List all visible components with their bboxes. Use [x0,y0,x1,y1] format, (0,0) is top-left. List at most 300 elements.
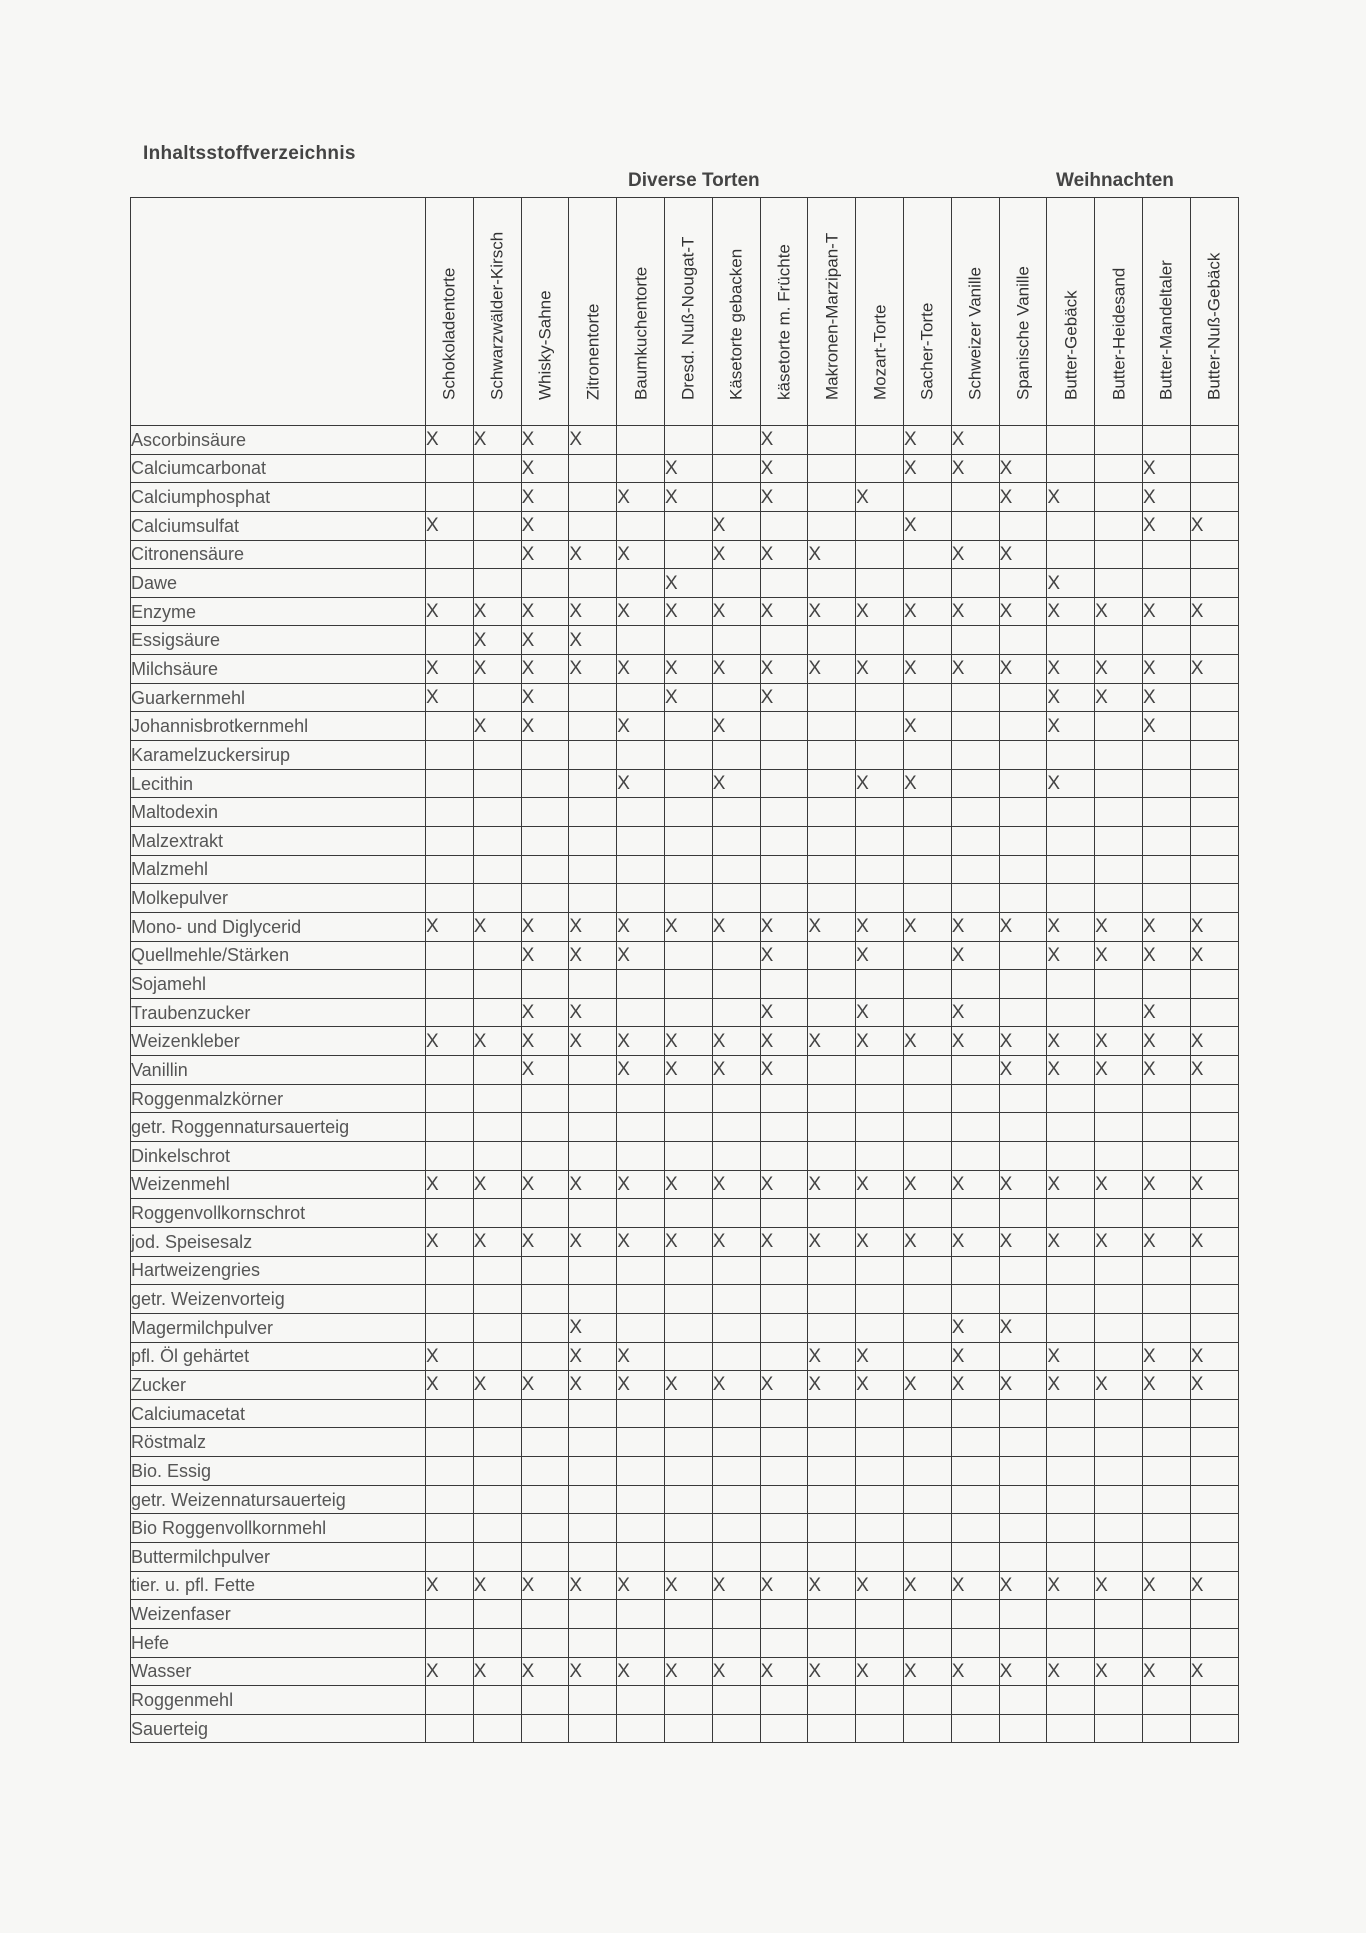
ingredient-mark-cell: X [569,597,617,626]
ingredient-mark-cell: X [473,597,521,626]
ingredient-mark-cell [473,1056,521,1085]
ingredient-mark-cell [1095,970,1143,999]
ingredient-mark-cell: X [760,998,808,1027]
ingredient-mark-cell: X [1190,655,1238,684]
ingredient-mark-cell: X [951,1371,999,1400]
ingredient-mark-cell [617,1113,665,1142]
ingredient-mark-cell [521,1084,569,1113]
ingredient-mark-cell [569,1485,617,1514]
ingredient-mark-cell: X [712,712,760,741]
ingredient-mark-cell [1095,1342,1143,1371]
ingredient-mark-cell: X [617,1657,665,1686]
ingredient-mark-cell [1095,569,1143,598]
ingredient-mark-cell [569,712,617,741]
ingredient-mark-cell [426,769,474,798]
ingredient-mark-cell [521,1342,569,1371]
ingredient-name: getr. Weizenvorteig [131,1285,426,1314]
ingredient-mark-cell [1142,1199,1190,1228]
table-row [131,1113,1239,1142]
ingredient-mark-cell: X [521,540,569,569]
ingredient-name: Dawe [131,569,426,598]
table-row [131,826,1239,855]
ingredient-mark-cell: X [1190,912,1238,941]
ingredient-mark-cell: X [1047,1342,1095,1371]
ingredient-mark-cell [903,1485,951,1514]
ingredient-name: Citronensäure [131,540,426,569]
ingredient-mark-cell: X [664,683,712,712]
ingredient-name: Calciumphosphat [131,483,426,512]
ingredient-mark-cell: X [712,1056,760,1085]
ingredient-mark-cell: X [951,1027,999,1056]
ingredient-mark-cell: X [999,1227,1047,1256]
ingredient-mark-cell [951,1399,999,1428]
ingredient-mark-cell [426,1285,474,1314]
ingredient-mark-cell [1095,511,1143,540]
table-row [131,884,1239,913]
ingredient-mark-cell [760,1342,808,1371]
ingredient-mark-cell: X [426,426,474,455]
ingredient-mark-cell [664,426,712,455]
ingredient-mark-cell [1047,855,1095,884]
ingredient-mark-cell [664,1285,712,1314]
product-header [1142,198,1190,426]
ingredient-mark-cell [1142,769,1190,798]
ingredient-mark-cell [521,1600,569,1629]
ingredient-mark-cell: X [999,597,1047,626]
ingredient-mark-cell: X [426,1342,474,1371]
ingredient-mark-cell [426,1600,474,1629]
ingredient-mark-cell [1095,1256,1143,1285]
ingredient-mark-cell [760,712,808,741]
ingredient-mark-cell: X [1095,655,1143,684]
ingredient-mark-cell [1142,1084,1190,1113]
ingredient-mark-cell [808,1686,856,1715]
ingredient-mark-cell [1095,998,1143,1027]
ingredient-mark-cell [426,1714,474,1743]
ingredient-mark-cell: X [903,912,951,941]
ingredient-mark-cell [426,941,474,970]
ingredient-mark-cell [617,741,665,770]
table-row [131,1285,1239,1314]
ingredient-mark-cell [426,540,474,569]
ingredient-mark-cell [999,1428,1047,1457]
ingredient-mark-cell: X [569,626,617,655]
ingredient-mark-cell: X [1095,1170,1143,1199]
ingredient-name: Weizenmehl [131,1170,426,1199]
ingredient-name: Sojamehl [131,970,426,999]
ingredient-mark-cell [712,741,760,770]
ingredient-mark-cell: X [426,597,474,626]
ingredient-mark-cell [569,1199,617,1228]
ingredient-mark-cell: X [664,597,712,626]
ingredient-mark-cell: X [1095,1227,1143,1256]
product-header [473,198,521,426]
ingredient-name: Malzmehl [131,855,426,884]
ingredient-name: Buttermilchpulver [131,1542,426,1571]
ingredient-name: Bio. Essig [131,1457,426,1486]
ingredient-mark-cell: X [617,597,665,626]
ingredient-mark-cell [1190,1142,1238,1171]
ingredient-mark-cell: X [808,597,856,626]
ingredient-mark-cell [664,1113,712,1142]
ingredient-mark-cell [808,1485,856,1514]
ingredient-mark-cell [569,1056,617,1085]
ingredient-mark-cell: X [1142,1027,1190,1056]
ingredient-mark-cell [426,1199,474,1228]
table-row [131,626,1239,655]
ingredient-mark-cell: X [951,540,999,569]
ingredient-mark-cell [856,540,904,569]
ingredient-mark-cell: X [426,912,474,941]
ingredient-mark-cell: X [999,1571,1047,1600]
table-row [131,798,1239,827]
ingredient-mark-cell: X [999,1371,1047,1400]
product-name: Butter-Nuß-Gebäck [1204,252,1224,400]
ingredient-mark-cell [712,1084,760,1113]
ingredient-mark-cell [1047,1313,1095,1342]
product-header [664,198,712,426]
ingredient-mark-cell [903,998,951,1027]
ingredient-mark-cell [617,1485,665,1514]
group-label-weihnachten: Weihnachten [1056,170,1174,191]
ingredient-mark-cell [1047,826,1095,855]
ingredient-mark-cell [760,1514,808,1543]
ingredient-mark-cell [473,769,521,798]
ingredient-mark-cell [664,1342,712,1371]
ingredient-mark-cell: X [903,1170,951,1199]
ingredient-mark-cell: X [760,1657,808,1686]
ingredient-mark-cell [1047,1485,1095,1514]
product-name: Whisky-Sahne [535,290,555,400]
ingredient-mark-cell [1095,1199,1143,1228]
ingredient-mark-cell [569,1514,617,1543]
ingredient-mark-cell [1190,998,1238,1027]
ingredient-mark-cell [1190,1399,1238,1428]
product-name: Käsetorte gebacken [726,248,746,400]
ingredient-name: getr. Weizennatursauerteig [131,1485,426,1514]
ingredient-mark-cell [951,511,999,540]
ingredient-mark-cell: X [760,454,808,483]
ingredient-mark-cell [760,769,808,798]
ingredient-mark-cell [951,1542,999,1571]
ingredient-mark-cell: X [951,998,999,1027]
table-row [131,1628,1239,1657]
ingredient-mark-cell [999,683,1047,712]
ingredient-mark-cell [521,798,569,827]
ingredient-mark-cell [1095,1542,1143,1571]
ingredient-mark-cell [473,1113,521,1142]
ingredient-mark-cell [856,826,904,855]
table-row [131,855,1239,884]
ingredient-mark-cell [1047,454,1095,483]
ingredient-mark-cell [712,1514,760,1543]
ingredient-mark-cell: X [1047,1227,1095,1256]
product-header-row [131,198,1239,426]
ingredient-mark-cell: X [521,1027,569,1056]
product-header [426,198,474,426]
ingredient-mark-cell [1142,540,1190,569]
ingredient-mark-cell [856,511,904,540]
ingredient-mark-cell [808,769,856,798]
ingredient-mark-cell [760,798,808,827]
ingredient-mark-cell [712,1342,760,1371]
ingredient-mark-cell [426,741,474,770]
ingredient-mark-cell [856,1313,904,1342]
ingredient-mark-cell [617,1313,665,1342]
ingredient-mark-cell: X [569,998,617,1027]
ingredient-mark-cell [951,769,999,798]
ingredient-mark-cell [664,1142,712,1171]
ingredient-mark-cell [569,483,617,512]
ingredient-mark-cell: X [1142,1170,1190,1199]
ingredient-mark-cell [521,826,569,855]
ingredient-mark-cell: X [903,1657,951,1686]
ingredient-mark-cell [999,855,1047,884]
ingredient-mark-cell [617,1399,665,1428]
ingredient-mark-cell [426,1542,474,1571]
ingredient-mark-cell [426,1485,474,1514]
ingredient-mark-cell: X [760,683,808,712]
ingredient-mark-cell [521,1628,569,1657]
ingredient-mark-cell [951,483,999,512]
ingredient-mark-cell [903,855,951,884]
ingredient-mark-cell [521,1457,569,1486]
ingredient-mark-cell [521,1399,569,1428]
ingredient-mark-cell [856,1113,904,1142]
ingredient-mark-cell: X [951,454,999,483]
ingredient-mark-cell: X [856,597,904,626]
ingredient-mark-cell: X [903,1227,951,1256]
header-corner-cell [131,198,426,426]
ingredient-mark-cell: X [1047,769,1095,798]
table-row [131,1313,1239,1342]
ingredient-mark-cell: X [1190,1342,1238,1371]
ingredient-mark-cell [808,1256,856,1285]
ingredient-mark-cell: X [617,1571,665,1600]
ingredient-mark-cell [712,798,760,827]
ingredient-mark-cell [664,1428,712,1457]
ingredient-mark-cell [1047,884,1095,913]
ingredient-mark-cell [664,540,712,569]
product-header [712,198,760,426]
ingredient-mark-cell: X [760,426,808,455]
ingredient-mark-cell [856,1199,904,1228]
ingredient-mark-cell: X [712,1657,760,1686]
ingredient-mark-cell [951,1256,999,1285]
ingredient-mark-cell [1095,1142,1143,1171]
ingredient-mark-cell: X [1047,712,1095,741]
ingredient-mark-cell [808,998,856,1027]
ingredient-mark-cell [808,426,856,455]
ingredient-mark-cell [426,1457,474,1486]
ingredient-mark-cell [664,1457,712,1486]
ingredient-mark-cell [664,1686,712,1715]
ingredient-mark-cell [473,1342,521,1371]
table-row [131,655,1239,684]
ingredient-mark-cell: X [1142,998,1190,1027]
ingredient-mark-cell [426,569,474,598]
product-header [1190,198,1238,426]
ingredient-mark-cell [808,511,856,540]
ingredient-mark-cell [1142,1457,1190,1486]
ingredient-mark-cell [808,683,856,712]
ingredient-table-body [131,426,1239,1743]
ingredient-mark-cell [1142,1600,1190,1629]
ingredient-mark-cell: X [951,655,999,684]
ingredient-mark-cell [569,1142,617,1171]
ingredient-mark-cell [617,1428,665,1457]
ingredient-name: Maltodexin [131,798,426,827]
ingredient-mark-cell [856,884,904,913]
ingredient-mark-cell [760,1542,808,1571]
ingredient-mark-cell [569,1542,617,1571]
ingredient-mark-cell [1190,1428,1238,1457]
ingredient-mark-cell: X [1095,1056,1143,1085]
ingredient-mark-cell: X [521,683,569,712]
ingredient-mark-cell [999,1542,1047,1571]
ingredient-mark-cell [999,1628,1047,1657]
ingredient-mark-cell [426,826,474,855]
ingredient-mark-cell: X [617,1342,665,1371]
ingredient-mark-cell [760,1399,808,1428]
ingredient-mark-cell [808,855,856,884]
ingredient-mark-cell [426,855,474,884]
ingredient-mark-cell: X [1047,569,1095,598]
ingredient-mark-cell [856,1542,904,1571]
table-row [131,454,1239,483]
product-name: Sacher-Torte [917,302,937,400]
ingredient-mark-cell [521,1542,569,1571]
ingredient-mark-cell: X [1190,511,1238,540]
ingredient-mark-cell [473,511,521,540]
ingredient-mark-cell [664,970,712,999]
ingredient-mark-cell [1190,1600,1238,1629]
ingredient-name: pfl. Öl gehärtet [131,1342,426,1371]
ingredient-mark-cell [521,1485,569,1514]
table-row [131,970,1239,999]
ingredient-mark-cell [664,741,712,770]
ingredient-mark-cell [951,1714,999,1743]
ingredient-name: Sauerteig [131,1714,426,1743]
ingredient-name: jod. Speisesalz [131,1227,426,1256]
ingredient-mark-cell [903,540,951,569]
ingredient-mark-cell: X [473,1657,521,1686]
table-row [131,1428,1239,1457]
product-header [999,198,1047,426]
ingredient-mark-cell [1190,683,1238,712]
ingredient-mark-cell [856,1428,904,1457]
ingredient-mark-cell: X [856,1571,904,1600]
ingredient-mark-cell [1190,626,1238,655]
ingredient-mark-cell [808,798,856,827]
product-name: Schwarzwälder-Kirsch [487,231,507,400]
ingredient-mark-cell [760,741,808,770]
ingredient-mark-cell [617,454,665,483]
ingredient-mark-cell [951,1142,999,1171]
ingredient-mark-cell [521,1113,569,1142]
ingredient-mark-cell: X [569,1657,617,1686]
ingredient-mark-cell [903,1457,951,1486]
ingredient-mark-cell: X [808,1342,856,1371]
ingredient-name: Quellmehle/Stärken [131,941,426,970]
ingredient-mark-cell [1190,540,1238,569]
ingredient-mark-cell [712,569,760,598]
ingredient-mark-cell [856,970,904,999]
product-header [1047,198,1095,426]
ingredient-mark-cell: X [664,1571,712,1600]
ingredient-mark-cell [1047,1399,1095,1428]
ingredient-mark-cell: X [664,912,712,941]
ingredient-mark-cell: X [1047,1657,1095,1686]
ingredient-mark-cell: X [856,912,904,941]
ingredient-mark-cell [903,941,951,970]
ingredient-name: Calciumsulfat [131,511,426,540]
ingredient-mark-cell [999,1285,1047,1314]
ingredient-mark-cell: X [760,1027,808,1056]
ingredient-mark-cell [856,712,904,741]
ingredient-mark-cell: X [760,1571,808,1600]
ingredient-mark-cell [1190,1686,1238,1715]
ingredient-mark-cell [521,769,569,798]
ingredient-mark-cell [712,1142,760,1171]
ingredient-mark-cell [521,1686,569,1715]
ingredient-mark-cell [521,1714,569,1743]
ingredient-mark-cell [951,1628,999,1657]
ingredient-mark-cell: X [426,1027,474,1056]
ingredient-mark-cell: X [808,1170,856,1199]
ingredient-mark-cell [760,1285,808,1314]
ingredient-mark-cell [856,1457,904,1486]
ingredient-mark-cell [903,1113,951,1142]
ingredient-mark-cell [473,569,521,598]
ingredient-mark-cell [1047,511,1095,540]
ingredient-mark-cell [426,1428,474,1457]
ingredient-mark-cell: X [1142,1371,1190,1400]
ingredient-mark-cell: X [1142,655,1190,684]
ingredient-mark-cell [617,1084,665,1113]
ingredient-mark-cell [856,626,904,655]
ingredient-mark-cell [521,1428,569,1457]
ingredient-mark-cell [1095,454,1143,483]
ingredient-mark-cell [1190,798,1238,827]
ingredient-mark-cell: X [521,597,569,626]
ingredient-mark-cell [1190,426,1238,455]
ingredient-mark-cell [999,626,1047,655]
ingredient-mark-cell [760,569,808,598]
ingredient-mark-cell [999,426,1047,455]
ingredient-mark-cell: X [903,511,951,540]
ingredient-mark-cell: X [808,1371,856,1400]
ingredient-mark-cell [903,1084,951,1113]
ingredient-mark-cell: X [569,1313,617,1342]
ingredient-mark-cell [808,454,856,483]
ingredient-name: Roggenmehl [131,1686,426,1715]
ingredient-mark-cell [951,1457,999,1486]
ingredient-mark-cell: X [712,1227,760,1256]
ingredient-mark-cell: X [521,655,569,684]
ingredient-mark-cell [569,1256,617,1285]
table-row [131,569,1239,598]
ingredient-mark-cell [712,1428,760,1457]
ingredient-mark-cell [1047,1686,1095,1715]
ingredient-name: Essigsäure [131,626,426,655]
ingredient-mark-cell: X [1047,1170,1095,1199]
ingredient-mark-cell [808,712,856,741]
ingredient-mark-cell [664,769,712,798]
ingredient-mark-cell [569,1285,617,1314]
ingredient-mark-cell: X [951,1342,999,1371]
ingredient-mark-cell [808,1199,856,1228]
